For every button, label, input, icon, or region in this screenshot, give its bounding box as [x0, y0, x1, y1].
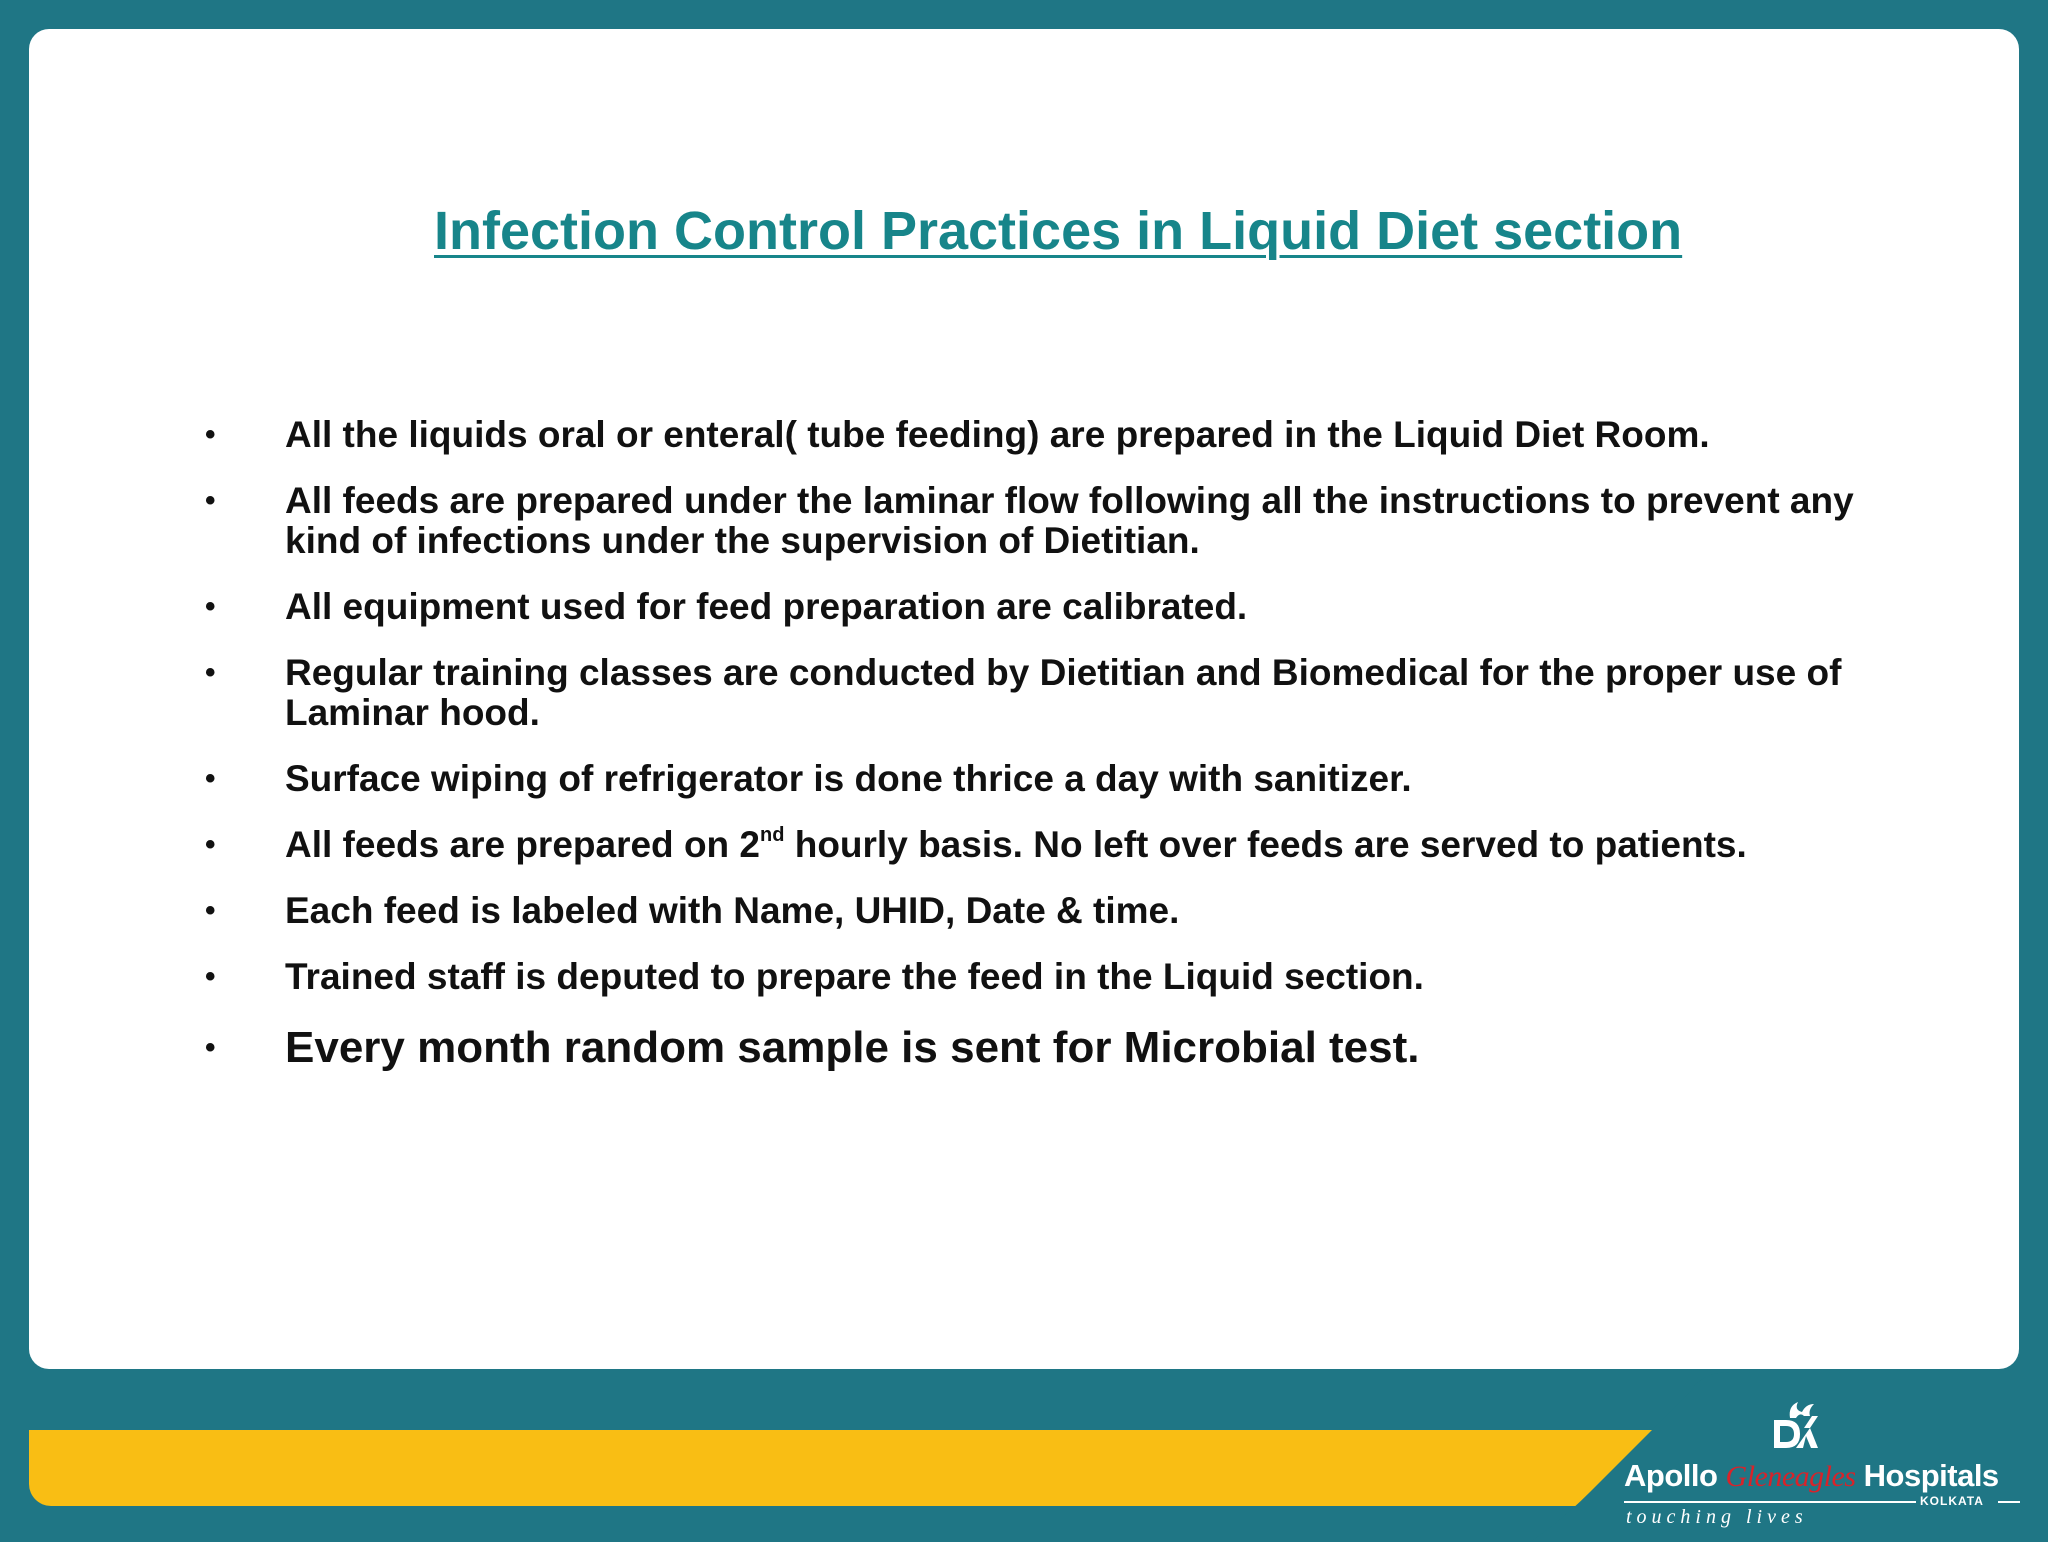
bullet-item [205, 825, 1925, 865]
bullet-item [205, 891, 1925, 931]
bullet-text: Each feed is labeled with Name, UHID, Date & time. [285, 890, 1180, 931]
bullet-item [205, 759, 1925, 799]
brand-name-apollo: Apollo [1624, 1458, 1718, 1493]
bullet-text: Regular training classes are conducted by Dietitian and Biomedical for the proper use of Laminar hood. [285, 652, 1842, 733]
bullet-dot: • [205, 590, 216, 623]
bullet-item [205, 481, 1925, 561]
bullet-dot: • [205, 418, 216, 451]
city-divider-right [1998, 1501, 2020, 1503]
bullet-text: All equipment used for feed preparation are calibrated. [285, 586, 1248, 627]
bullet-dot: • [205, 762, 216, 795]
bullet-item [205, 415, 1925, 455]
bullet-item [205, 957, 1925, 997]
bullet-list [205, 415, 1925, 1099]
bullet-item [205, 1023, 1925, 1073]
bullet-text [285, 824, 1747, 865]
bullet-text: All the liquids oral or enteral( tube feeding) are prepared in the Liquid Diet Room. [285, 414, 1710, 455]
bullet-text-start: All feeds are prepared on 2 [285, 824, 761, 865]
bullet-text: All feeds are prepared under the laminar flow following all the instructions to prevent any kind of infections under the supervision of Dietitian. [285, 480, 1854, 561]
brand-name-gleneagles: Gleneagles [1725, 1460, 1856, 1493]
brand-city: KOLKATA [1920, 1494, 1984, 1508]
bullet-dot: • [205, 1031, 216, 1064]
bullet-item [205, 587, 1925, 627]
bullet-dot: • [205, 960, 216, 993]
brand-tagline: touching lives [1626, 1506, 1808, 1528]
brand-name [1624, 1458, 1999, 1494]
hospital-logo [1620, 1390, 2020, 1530]
bullet-dot: • [205, 656, 216, 689]
brand-name-hospitals: Hospitals [1863, 1458, 1999, 1493]
bullet-dot: • [205, 828, 216, 861]
bullet-dot: • [205, 484, 216, 517]
slide-title: Infection Control Practices in Liquid Diet section [434, 201, 1683, 261]
bullet-text-end: hourly basis. No left over feeds are served to patients. [784, 824, 1747, 865]
city-divider-left [1624, 1501, 1916, 1503]
footer-gold-band [29, 1430, 1679, 1506]
apollo-emblem-icon [1760, 1398, 1824, 1454]
bullet-item [205, 653, 1925, 733]
bullet-text: Every month random sample is sent for Microbial test. [285, 1023, 1420, 1072]
bullet-text: Surface wiping of refrigerator is done thrice a day with sanitizer. [285, 758, 1412, 799]
ordinal-suffix: nd [760, 824, 785, 846]
bullet-text: Trained staff is deputed to prepare the feed in the Liquid section. [285, 956, 1424, 997]
bullet-dot: • [205, 894, 216, 927]
